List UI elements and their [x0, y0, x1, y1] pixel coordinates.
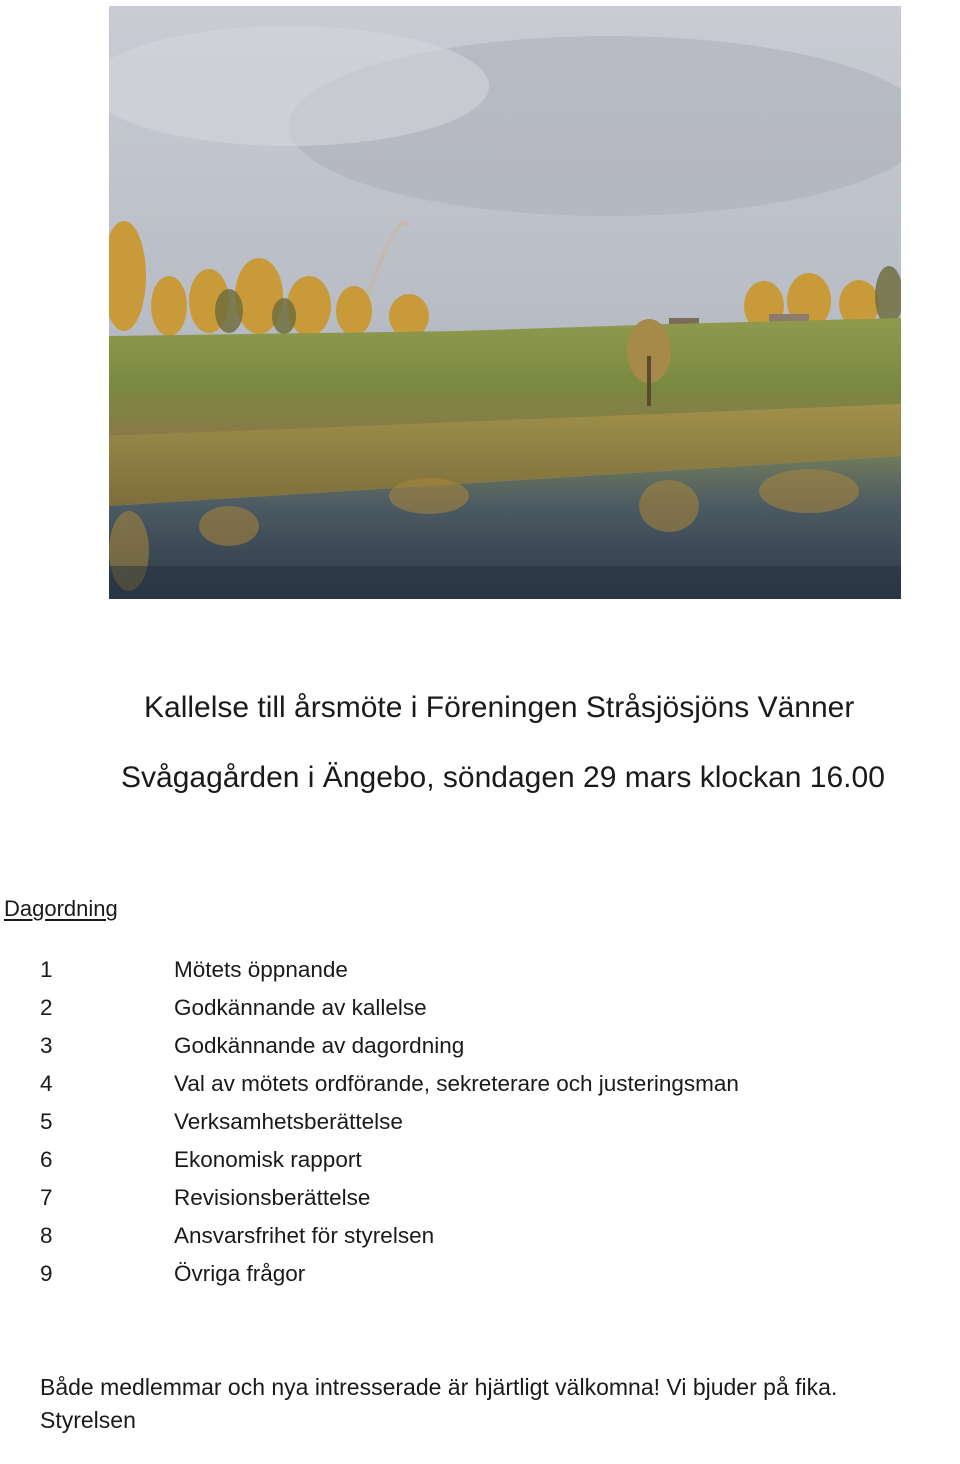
agenda-item	[40, 1259, 739, 1297]
agenda-item	[40, 1183, 739, 1221]
agenda-item-text: Mötets öppnande	[174, 957, 348, 982]
agenda-item-text: Verksamhetsberättelse	[174, 1109, 403, 1134]
agenda-item	[40, 1031, 739, 1069]
closing-message: Både medlemmar och nya intresserade är hjärtligt välkomna! Vi bjuder på fika.	[40, 1374, 838, 1400]
agenda-item-text: Övriga frågor	[174, 1261, 306, 1286]
agenda-item-number: 2	[40, 995, 53, 1020]
meeting-title: Kallelse till årsmöte i Föreningen Stråsjösjöns Vänner	[144, 691, 855, 724]
agenda-item-text: Ansvarsfrihet för styrelsen	[174, 1223, 435, 1248]
agenda-item-number: 4	[40, 1071, 53, 1096]
agenda-item-number: 7	[40, 1185, 53, 1210]
meeting-location-date: Svågagården i Ängebo, söndagen 29 mars klockan 16.00	[121, 761, 885, 794]
agenda-item	[40, 1145, 739, 1183]
agenda-heading: Dagordning	[4, 896, 118, 921]
signature: Styrelsen	[40, 1407, 136, 1433]
agenda-item	[40, 1107, 739, 1145]
agenda-item-number: 6	[40, 1147, 53, 1172]
agenda-item-number: 3	[40, 1033, 53, 1058]
agenda-item	[40, 955, 739, 993]
agenda-item-text: Ekonomisk rapport	[174, 1147, 362, 1172]
agenda-item	[40, 1221, 739, 1259]
agenda-list	[40, 955, 739, 1297]
lake-landscape-photo	[109, 6, 901, 599]
agenda-item	[40, 993, 739, 1031]
agenda-item-number: 9	[40, 1261, 53, 1286]
agenda-item-text: Godkännande av dagordning	[174, 1033, 465, 1058]
agenda-item	[40, 1069, 739, 1107]
agenda-item-number: 5	[40, 1109, 53, 1134]
agenda-item-text: Revisionsberättelse	[174, 1185, 371, 1210]
agenda-item-text: Val av mötets ordförande, sekreterare och justeringsman	[174, 1071, 739, 1096]
agenda-item-number: 1	[40, 957, 53, 982]
agenda-item-text: Godkännande av kallelse	[174, 995, 427, 1020]
agenda-item-number: 8	[40, 1223, 53, 1248]
